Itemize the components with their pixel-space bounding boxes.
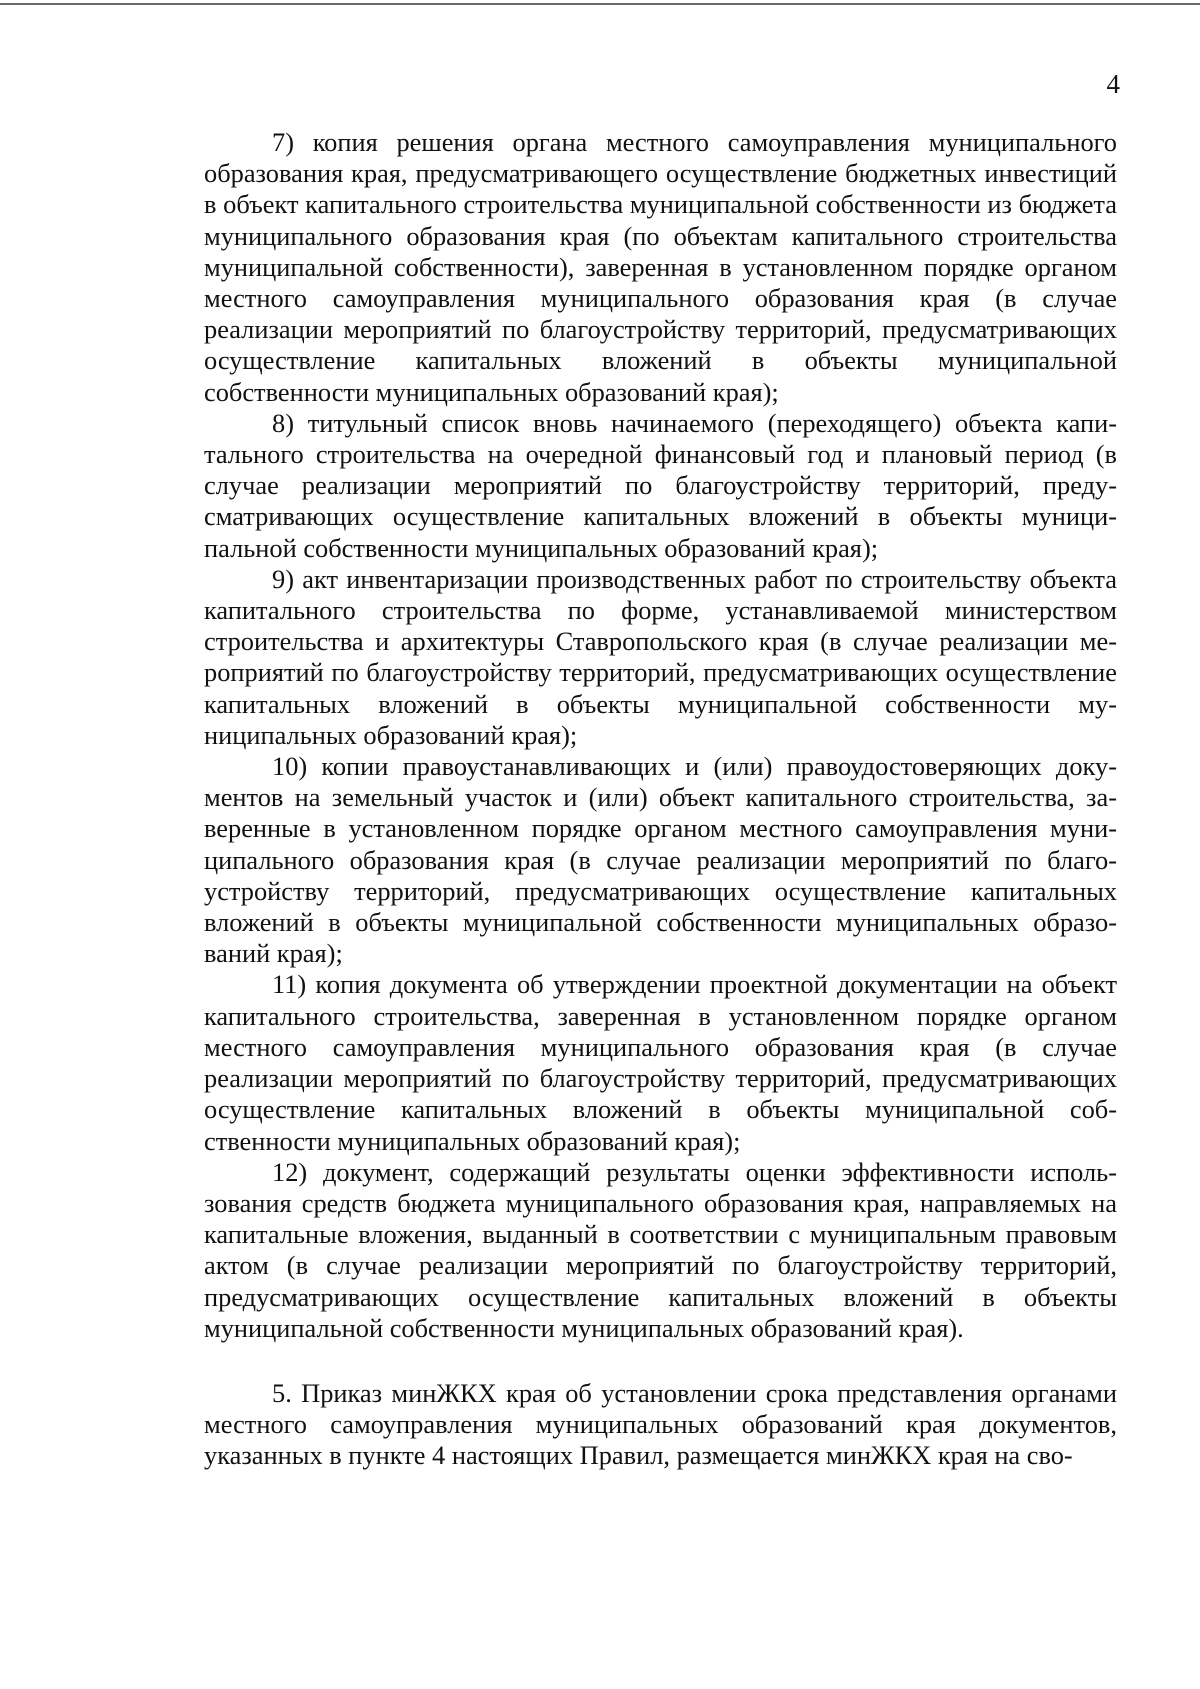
paragraph-item-8: 8) титульный список вновь начинаемого (переходящего) объекта капитального строительства на очередной финансовый год и плановый период (в случае реализации мероприятий по благоустройству территорий, предусматривающих осуществление капитальных вложений в объекты муниципальной собственности муниципальных образований края); <box>204 407 1117 563</box>
paragraph-item-9: 9) акт инвентаризации производственных работ по строительству объекта капитального строительства по форме, устанавливаемой министерством строительства и архитектуры Ставропольского края (в случае реализации мероприятий по благоустройству территорий, предусматривающих осуществление капитальных вложений в объекты муниципальной собственности муниципальных образований края); <box>204 563 1117 750</box>
paragraph-item-12: 12) документ, содержащий результаты оценки эффективности использования средств бюджета муниципального образования края, направляемых на капитальные вложения, выданный в соответствии с муниципальным правовым актом (в случае реализации мероприятий по благоустройству территорий, предусматривающих осуществление капитальных вложений в объекты муниципальной собственности муниципальных образований края). <box>204 1156 1117 1343</box>
paragraph-section-5: 5. Приказ минЖКХ края об установлении срока представления органами местного самоуправления муниципальных образований края документов, указанных в пункте 4 настоящих Правил, размещается минЖКХ края на сво- <box>204 1377 1117 1471</box>
paragraph-item-11: 11) копия документа об утверждении проектной документации на объект капитального строительства, заверенная в установленном порядке органом местного самоуправления муниципального образования края (в случае реализации мероприятий по благоустройству территорий, предусматривающих осуществление капитальных вложений в объекты муниципальной собственности муниципальных образований края); <box>204 969 1117 1156</box>
document-body <box>204 127 1117 1472</box>
paragraph-item-10: 10) копии правоустанавливающих и (или) правоудостоверяющих документов на земельный участок и (или) объект капитального строительства, заверенные в установленном порядке органом местного самоуправления муниципального образования края (в случае реализации мероприятий по благоустройству территорий, предусматривающих осуществление капитальных вложений в объекты муниципальной собственности муниципальных образований края); <box>204 751 1117 969</box>
paragraph-item-7: 7) копия решения органа местного самоуправления муниципального образования края, предусматривающего осуществление бюджетных инвестиций в объект капитального строительства муниципальной собственности из бюджета муниципального образования края (по объектам капитального строительства муниципальной собственности), заверенная в установленном порядке органом местного самоуправления муниципального образования края (в случае реализации мероприятий по благоустройству территорий, предусматривающих осуществление капитальных вложений в объекты муниципальной собственности муниципальных образований края); <box>204 127 1117 407</box>
page-number: 4 <box>1106 69 1120 99</box>
top-border-line <box>0 3 1200 5</box>
